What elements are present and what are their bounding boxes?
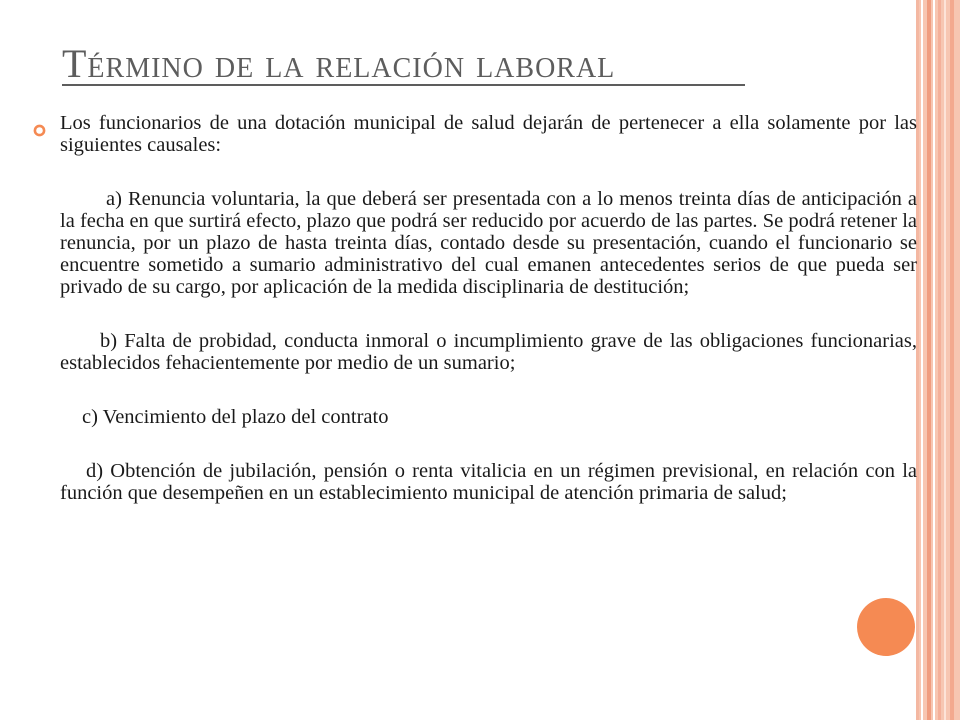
causal-item-b: b) Falta de probidad, conducta inmoral o incumplimiento grave de las obligaciones funcionarias, establecidos fehacientemente por medio de un sumario; xyxy=(60,330,917,374)
side-stripe xyxy=(944,0,946,720)
side-stripe xyxy=(921,0,923,720)
slide-body xyxy=(60,112,917,504)
orange-circle-decoration xyxy=(857,598,915,656)
causal-item-a: a) Renuncia voluntaria, la que deberá ser presentada con a lo menos treinta días de anticipación a la fecha en que surtirá efecto, plazo que podrá ser reducido por acuerdo de las partes. Se podrá retener la renuncia, por un plazo de hasta treinta días, contado desde su presentación, cuando el funcionario se encuentre sometido a sumario administrativo del cual emanen antecedentes serios de que pueda ser privado de su cargo, por aplicación de la medida disciplinaria de destitución; xyxy=(60,188,917,298)
slide-title: Término de la relación laboral xyxy=(62,41,616,86)
side-stripe xyxy=(950,0,954,720)
ring-bullet-icon xyxy=(33,124,46,137)
causal-item-c: c) Vencimiento del plazo del contrato xyxy=(82,406,389,428)
causal-item-d: d) Obtención de jubilación, pensión o renta vitalicia en un régimen previsional, en relación con la función que desempeñen en un establecimiento municipal de atención primaria de salud; xyxy=(60,460,917,504)
side-stripe xyxy=(933,0,935,720)
intro-paragraph: Los funcionarios de una dotación municipal de salud dejarán de pertenecer a ella solamente por las siguientes causales: xyxy=(60,112,917,156)
title-underline xyxy=(62,84,745,86)
side-stripe xyxy=(927,0,931,720)
side-stripe xyxy=(938,0,941,720)
